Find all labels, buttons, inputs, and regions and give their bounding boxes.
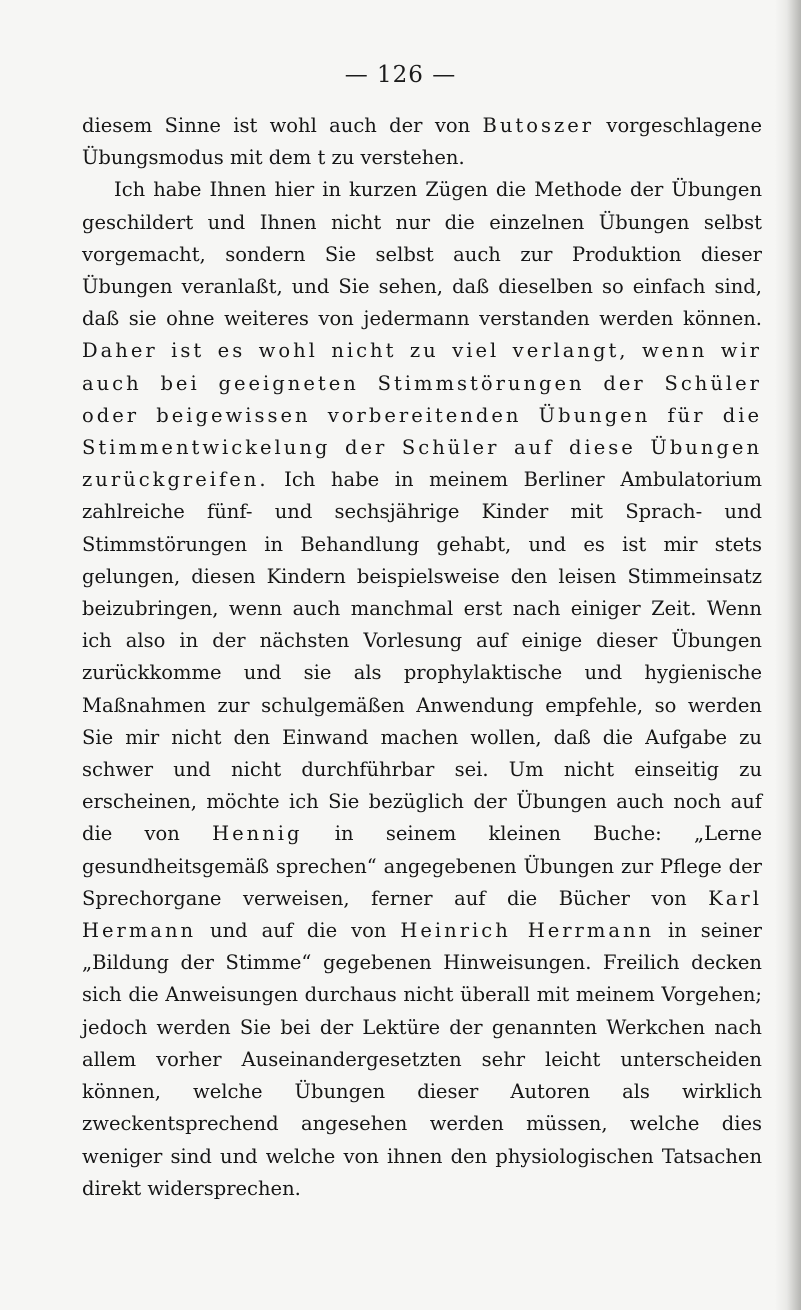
- spaced-emphasis-text: Karl Hermann: [82, 886, 762, 943]
- spaced-emphasis-text: Heinrich Herrmann: [400, 919, 655, 943]
- text-run: in seinem kleinen Buche: „Lerne gesundheitsgemäß sprechen“ angegebenen Übungen zur Pflege der Sprechorgane verweisen, ferner auf die Bücher von: [82, 822, 763, 910]
- page-number: — 126 —: [344, 62, 457, 88]
- paragraph-methods: [82, 174, 762, 1205]
- text-run: und auf die von: [196, 919, 401, 943]
- spaced-emphasis-text: Hennig: [212, 822, 303, 846]
- page-edge-shadow: [775, 0, 801, 1310]
- text-run: Ich habe Ihnen hier in kurzen Zügen die Methode der Übungen geschildert und Ihnen nicht nur die einzelnen Übungen selbst vorgemacht, sondern Sie selbst auch zur Produktion dieser Übungen veranlaßt, und Sie sehen, daß dieselben so einfach sind, daß sie ohne weiteres von jedermann verstanden werden können.: [82, 178, 762, 331]
- spaced-emphasis-text: Butoszer: [482, 114, 595, 137]
- text-run: diesem Sinne ist wohl auch der von: [82, 114, 483, 137]
- body-text: [82, 110, 762, 1205]
- text-run: vorgeschlagene Übungsmodus mit dem t zu verstehen.: [82, 114, 762, 170]
- spaced-emphasis-text: Daher ist es wohl nicht zu viel verlangt, wenn wir auch bei geeigneten Stimmstörungen der Schüler oder beigewissen vorbereitenden Übungen für die Stimmentwickelung der Schüler auf diese Übungen zurückgreifen.: [82, 339, 762, 492]
- text-run: Ich habe in meinem Berliner Ambulatorium zahlreiche fünf- und sechsjährige Kinder mit Sprach- und Stimmstörungen in Behandlung gehabt, und es ist mir stets gelungen, diesen Kindern beispielsweise den leisen Stimmeinsatz beizubringen, wenn auch manchmal erst nach einiger Zeit. Wenn ich also in der nächsten Vorlesung auf einige dieser Übungen zurückkomme und sie als prophylaktische und hygienische Maßnahmen zur schulgemäßen Anwendung empfehle, so werden Sie mir nicht den Einwand machen wollen, daß die Aufgabe zu schwer und nicht durchführbar sei. Um nicht einseitig zu erscheinen, möchte ich Sie bezüglich der Übungen auch noch auf die von: [82, 468, 762, 846]
- text-run: in seiner „Bildung der Stimme“ gegebenen Hinweisungen. Freilich decken sich die Anweisungen durchaus nicht überall mit meinem Vorgehen; jedoch werden Sie bei der Lektüre der genannten Werkchen nach allem vorher Auseinandergesetzten sehr leicht unterscheiden können, welche Übungen dieser Autoren als wirklich zweckentsprechend angesehen werden müssen, welche dies weniger sind und welche von ihnen den physiologischen Tatsachen direkt widersprechen.: [82, 919, 762, 1200]
- paragraph-continuation: [82, 110, 762, 174]
